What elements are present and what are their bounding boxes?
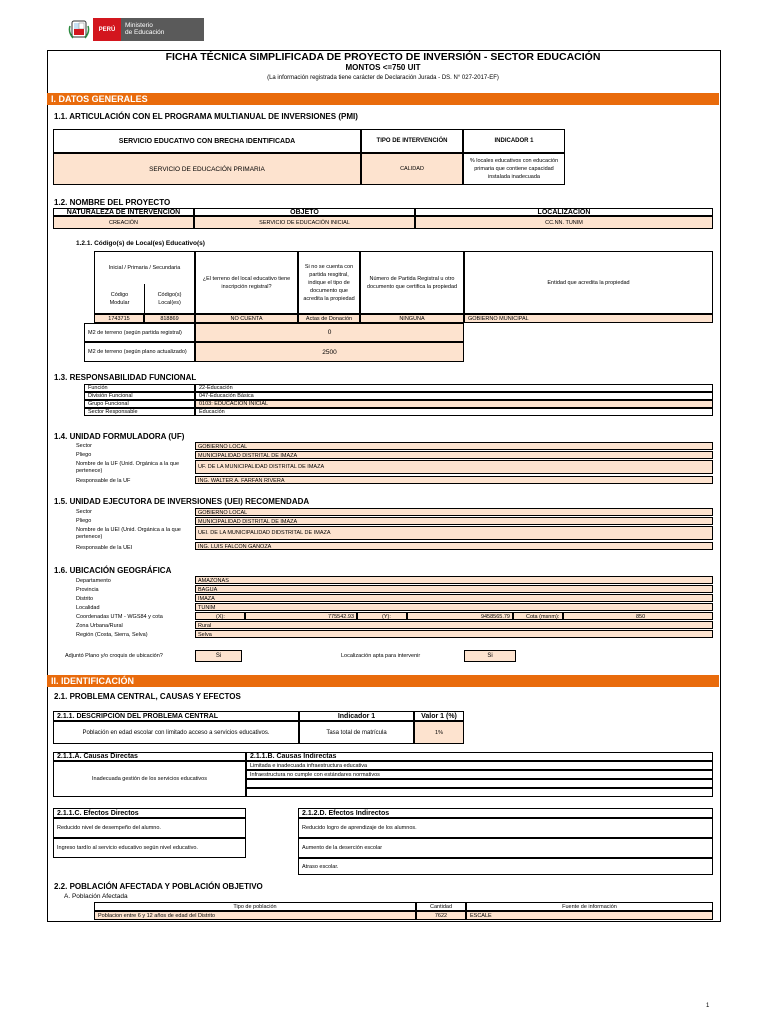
causa-indirecta: Limitada e inadecuada infraestructura educativa: [246, 761, 713, 770]
heading-1-4: 1.4. UNIDAD FORMULADORA (UF): [54, 432, 185, 441]
uf-label: Sector: [76, 443, 92, 449]
problema-header: 2.1.1. DESCRIPCIÓN DEL PROBLEMA CENTRAL: [53, 711, 299, 721]
logo-ministry-line2: de Educación: [125, 29, 165, 36]
utm-y-label: (Y):: [357, 612, 407, 620]
local-cod-local: 818869: [144, 314, 195, 323]
heading-1-2: 1.2. NOMBRE DEL PROYECTO: [54, 198, 171, 207]
uei-value: UEI. DE LA MUNICIPALIDAD DIDSTRITAL DE IMAZA: [195, 526, 713, 540]
nombre-header-localizacion: LOCALIZACIÓN: [415, 208, 713, 216]
local-header-partida: Si no se cuenta con partida resgitral, indique el tipo de documento que acredita la propiedad: [298, 251, 360, 314]
poblacion-header-fuente: Fuente de información: [466, 902, 713, 911]
efecto-indirecto: Reducido logro de aprendizaje de los alumnos.: [298, 818, 713, 838]
logo-country: PERÚ: [98, 26, 116, 33]
pmi-indicador: % locales educativos con educación primaria que contiene capacidad instalada inadecuada: [463, 153, 565, 185]
utm-cota-label: Cota (msnm):: [513, 612, 563, 620]
causa-directa: Inadecuada gestión de los servicios educativos: [53, 761, 246, 797]
problema-indicador-header: Indicador 1: [299, 711, 414, 721]
uei-label: Responsable de la UEI: [76, 545, 133, 551]
efectos-directos-header: 2.1.1.C. Efectos Directos: [53, 808, 246, 818]
heading-1-3: 1.3. RESPONSABILIDAD FUNCIONAL: [54, 373, 197, 382]
ubic-provincia-label: Provincia: [76, 587, 99, 593]
section-identificacion: II. IDENTIFICACIÓN: [47, 675, 719, 687]
uf-value: UF. DE LA MUNICIPALIDAD DISTRITAL DE IMAZA: [195, 460, 713, 474]
efecto-directo: Reducido nivel de desempeño del alumno.: [53, 818, 246, 838]
nombre-header-naturaleza: NATURALEZA DE INTERVENCIÓN: [53, 208, 194, 216]
nombre-objeto: SERVICIO DE EDUCACIÓN INICIAL: [194, 216, 415, 229]
uf-label: Pliego: [76, 452, 92, 458]
resp-value: 22-Educación: [195, 384, 713, 392]
nombre-naturaleza: CREACIÓN: [53, 216, 194, 229]
ubic-region-label: Región (Costa, Sierra, Selva): [76, 632, 148, 638]
ubic-departamento-label: Departamento: [76, 578, 111, 584]
m2-partida-value: 0: [195, 323, 464, 342]
poblacion-header-cantidad: Cantidad: [416, 902, 466, 911]
m2-plano-label: M2 de terreno (según plano actualizado): [84, 342, 195, 362]
nombre-localizacion: CC.NN. TUNIM: [415, 216, 713, 229]
problema-valor: 1%: [414, 721, 464, 744]
local-cod-modular: 1743715: [94, 314, 144, 323]
pmi-header-servicio: SERVICIO EDUCATIVO CON BRECHA IDENTIFICADA: [53, 129, 361, 153]
apta-label: Localización apta para intervenir: [341, 653, 421, 659]
logo-peru-block: [93, 18, 121, 41]
resp-label: Función: [84, 384, 195, 392]
problema-valor-header: Valor 1 (%): [414, 711, 464, 721]
uei-value: ING. LUIS FALCON GANOZA: [195, 542, 713, 550]
uei-label: Pliego: [76, 518, 92, 524]
efectos-indirectos-header: 2.1.2.D. Efectos Indirectos: [298, 808, 713, 818]
utm-x-value: 775542.93: [245, 612, 357, 620]
ubic-distrito: IMAZA: [195, 594, 713, 602]
uei-value: GOBIERNO LOCAL: [195, 508, 713, 516]
local-header-cod-modular: Código Modular: [94, 284, 144, 314]
pmi-header-tipo: TIPO DE INTERVENCIÓN: [361, 129, 463, 153]
resp-label: Sector Responsable: [84, 408, 195, 416]
local-header-numero: Número de Partida Registral u otro documento que certifica la propiedad: [360, 251, 464, 314]
poblacion-fuente: ESCALE: [466, 911, 713, 920]
local-header-cod-local: Código(s) Local(es): [144, 284, 195, 314]
causa-indirecta: [246, 788, 713, 797]
resp-value: Educación: [195, 408, 713, 416]
causas-indirectas-header: 2.1.1.B. Causas Indirectas: [246, 752, 713, 761]
local-entidad: GOBIERNO MUNICIPAL: [464, 314, 713, 323]
causa-indirecta: Infraestructura no cumple con estándares normativos: [246, 770, 713, 779]
page-subtitle: MONTOS <=750 UIT: [345, 63, 421, 72]
efecto-indirecto: Aumento de la deserción escolar: [298, 838, 713, 858]
m2-partida-label: M2 de terreno (según partida registral): [84, 323, 195, 342]
resp-label: Grupo Funcional: [84, 400, 195, 408]
heading-2-2: 2.2. POBLACIÓN AFECTADA Y POBLACIÓN OBJETIVO: [54, 882, 263, 891]
page-title: FICHA TÉCNICA SIMPLIFICADA DE PROYECTO DE INVERSIÓN - SECTOR EDUCACIÓN: [165, 51, 601, 63]
utm-x-label: (X):: [195, 612, 245, 620]
uei-value: MUNICIPALIDAD DISTRITAL DE IMAZA: [195, 517, 713, 525]
local-header-terreno: ¿El terreno del local educativo tiene inscripción registral?: [195, 251, 298, 314]
coat-of-arms-icon: [68, 18, 90, 40]
plano-label: Adjuntó Plano y/o croquis de ubicación?: [65, 653, 163, 659]
causas-directas-header: 2.1.1.A. Causas Directas: [53, 752, 246, 761]
page-number: 1: [706, 1003, 710, 1009]
poblacion-tipo: Poblacion entre 6 y 12 años de edad del Distrito: [94, 911, 416, 920]
efecto-directo: Ingreso tardío al servicio educativo según nivel educativo.: [53, 838, 246, 858]
nombre-header-objeto: OBJETO: [194, 208, 415, 216]
utm-y-value: 9458565.79: [407, 612, 513, 620]
uf-value: GOBIERNO LOCAL: [195, 442, 713, 450]
ubic-region: Selva: [195, 630, 713, 638]
efecto-indirecto: Atraso escolar.: [298, 858, 713, 875]
local-numero: NINGUNA: [360, 314, 464, 323]
causa-indirecta: [246, 779, 713, 788]
utm-cota-value: 850: [563, 612, 713, 620]
ubic-distrito-label: Distrito: [76, 596, 94, 602]
plano-value: Si: [195, 650, 242, 662]
local-header-nivel: Inicial / Primaria / Secundaria: [94, 251, 195, 284]
ubic-localidad-label: Localidad: [76, 605, 100, 611]
uei-label: Nombre de la UEI (Unid. Orgánica a la que pertenece): [76, 527, 181, 540]
heading-1-1: 1.1. ARTICULACIÓN CON EL PROGRAMA MULTIANUAL DE INVERSIONES (PMI): [54, 112, 358, 121]
poblacion-header-tipo: Tipo de población: [94, 902, 416, 911]
section-datos-generales: I. DATOS GENERALES: [47, 93, 719, 105]
heading-1-6: 1.6. UBICACIÓN GEOGRÁFICA: [54, 566, 172, 575]
pmi-header-indicador: INDICADOR 1: [463, 129, 565, 153]
poblacion-afectada-label: A. Población Afectada: [64, 893, 128, 900]
ubic-provincia: BAGUA: [195, 585, 713, 593]
local-partida: Actas de Donación: [298, 314, 360, 323]
uei-label: Sector: [76, 509, 92, 515]
uf-value: ING. WALTER A. FARFAN RIVERA: [195, 476, 713, 484]
ubic-zona: Rural: [195, 621, 713, 629]
resp-label: División Funcional: [84, 392, 195, 400]
ubic-departamento: AMAZONAS: [195, 576, 713, 584]
pmi-tipo: CALIDAD: [361, 153, 463, 185]
ubic-utm-label: Coordenadas UTM - WGS84 y cota: [76, 614, 163, 620]
apta-value: Si: [464, 650, 516, 662]
heading-2-1: 2.1. PROBLEMA CENTRAL, CAUSAS Y EFECTOS: [54, 692, 241, 701]
problema-indicador: Tasa total de matrícula: [299, 721, 414, 744]
uf-value: MUNICIPALIDAD DISTRITAL DE IMAZA: [195, 451, 713, 459]
resp-value: 047-Educación Básica: [195, 392, 713, 400]
m2-plano-value: 2500: [195, 342, 464, 362]
resp-value: 0103: EDUCACIÓN INICIAL: [195, 400, 713, 408]
uf-label: Responsable de la UF: [76, 478, 131, 484]
poblacion-cantidad: 7622: [416, 911, 466, 920]
local-header-entidad: Entidad que acredita la propiedad: [464, 251, 713, 314]
uf-label: Nombre de la UF (Unid. Orgánica a la que pertenece): [76, 461, 180, 474]
pmi-servicio: SERVICIO DE EDUCACIÓN PRIMARIA: [53, 153, 361, 185]
ubic-localidad: TUNIM: [195, 603, 713, 611]
problema-descripcion: Población en edad escolar con limitado acceso a servicios educativos.: [53, 721, 299, 744]
ubic-zona-label: Zona Urbana/Rural: [76, 623, 123, 629]
heading-1-5: 1.5. UNIDAD EJECUTORA DE INVERSIONES (UEI) RECOMENDADA: [54, 497, 310, 506]
legal-note: (La información registrada tiene carácter de Declaración Jurada - DS. N° 027-2017-EF): [267, 75, 499, 81]
logo-ministry-line1: Ministerio: [125, 22, 153, 29]
logo-ministry-block: [121, 18, 204, 41]
local-terreno: NO CUENTA: [195, 314, 298, 323]
heading-1-2-1: 1.2.1. Código(s) de Local(es) Educativo(s): [76, 240, 205, 247]
